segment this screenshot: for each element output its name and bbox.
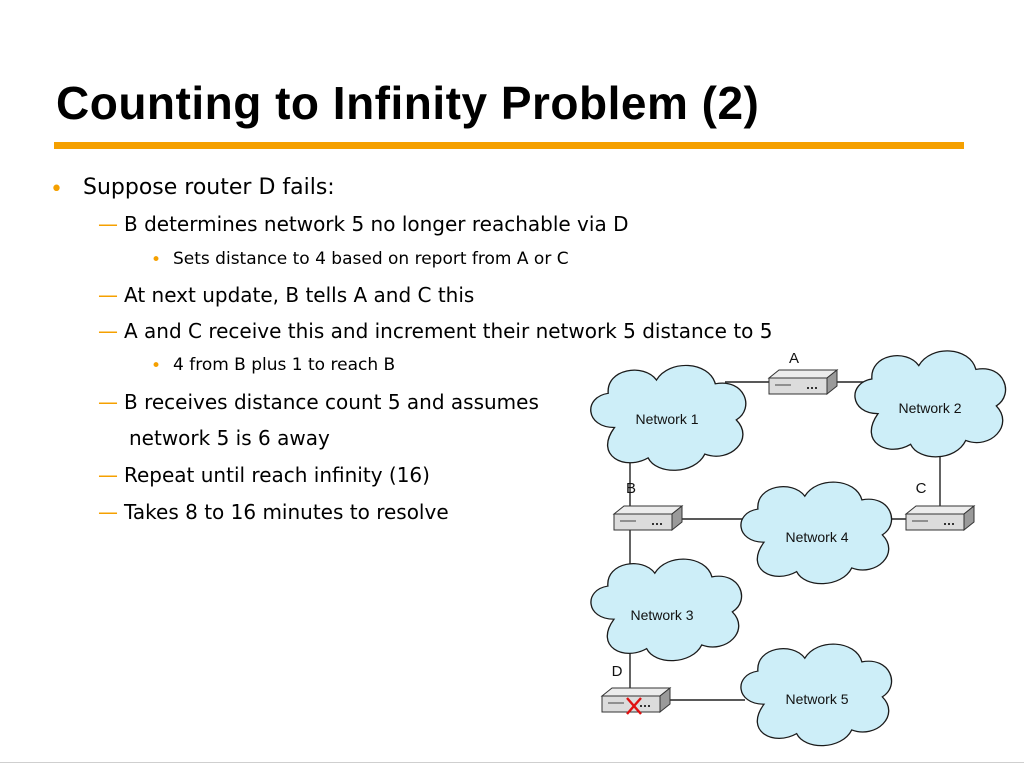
bullet-marker: • <box>50 177 63 202</box>
footer-divider <box>0 762 1024 763</box>
bullet-suppose-router-d-fails: Suppose router D fails: <box>83 175 335 200</box>
sub-bullet-text: At next update, B tells A and C this <box>124 283 475 307</box>
bullet-marker: • <box>151 356 162 376</box>
network-4-label: Network 4 <box>785 529 849 545</box>
router-a-label: A <box>788 350 800 367</box>
sub-bullet-b-receives-cont: network 5 is 6 away <box>129 426 330 450</box>
network-2-label: Network 2 <box>898 400 962 416</box>
router-d-label: D <box>611 663 623 680</box>
bullet-marker: • <box>151 250 162 270</box>
network-1-cloud <box>591 365 746 470</box>
dash-marker: — <box>98 212 118 236</box>
dash-marker: — <box>98 390 118 414</box>
sub-bullet-text: B receives distance count 5 and assumes <box>124 390 539 414</box>
sub-sub-bullet-4-from-b: 4 from B plus 1 to reach B <box>173 355 396 375</box>
network-5-label: Network 5 <box>785 691 849 707</box>
dash-marker: — <box>98 283 118 307</box>
sub-bullet-text: Repeat until reach infinity (16) <box>124 463 430 487</box>
router-b <box>614 506 682 530</box>
sub-bullet-text: A and C receive this and increment their network 5 distance to 5 <box>124 319 773 343</box>
router-c-label: C <box>915 480 927 497</box>
sub-bullet-text: B determines network 5 no longer reachable via D <box>124 212 629 236</box>
router-b-label: B <box>625 480 637 497</box>
network-2-cloud <box>855 351 1006 457</box>
network-3-label: Network 3 <box>630 607 694 623</box>
router-a <box>769 370 837 394</box>
network-5-cloud <box>741 644 892 746</box>
dash-marker: — <box>98 500 118 524</box>
network-4-cloud <box>741 482 892 584</box>
sub-bullet-text: Takes 8 to 16 minutes to resolve <box>124 500 449 524</box>
sub-sub-bullet-sets-distance: Sets distance to 4 based on report from A or C <box>173 249 569 269</box>
router-c <box>906 506 974 530</box>
network-1-label: Network 1 <box>635 411 699 427</box>
network-3-cloud <box>591 559 742 661</box>
slide-title: Counting to Infinity Problem (2) <box>56 77 760 129</box>
dash-marker: — <box>98 463 118 487</box>
dash-marker: — <box>98 319 118 343</box>
